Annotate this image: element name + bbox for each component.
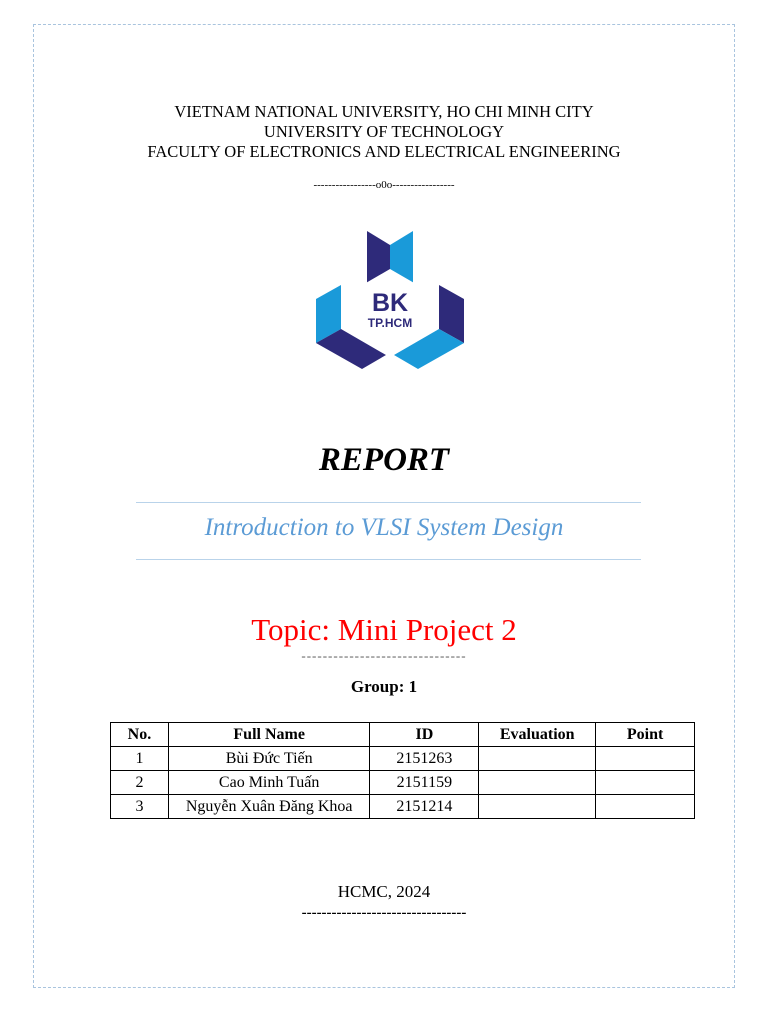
cell-no: 2	[111, 771, 169, 795]
cell-no: 3	[111, 795, 169, 819]
course-name: Introduction to VLSI System Design	[204, 514, 564, 541]
group-label: Group: 1	[350, 677, 418, 696]
rule-top	[136, 502, 641, 503]
col-header-no: No.	[111, 723, 169, 747]
header-line-1: VIETNAM NATIONAL UNIVERSITY, HO CHI MINH CITY	[174, 102, 594, 121]
col-header-full-name: Full Name	[168, 723, 370, 747]
cell-full-name: Cao Minh Tuấn	[168, 771, 370, 795]
topic-underline: -------------------------------	[301, 648, 467, 663]
university-header	[0, 102, 768, 162]
cell-full-name: Bùi Đức Tiến	[168, 747, 370, 771]
logo-text-main: BK	[371, 289, 409, 317]
members-table	[110, 722, 695, 819]
cell-evaluation	[479, 795, 596, 819]
cell-id: 2151214	[370, 795, 479, 819]
rule-bottom	[136, 559, 641, 560]
cell-point	[596, 747, 695, 771]
table-row	[111, 747, 695, 771]
col-header-evaluation: Evaluation	[479, 723, 596, 747]
report-title: REPORT	[318, 442, 450, 478]
topic-title: Topic: Mini Project 2	[251, 612, 517, 647]
bk-university-logo	[316, 231, 464, 369]
table-header-row	[111, 723, 695, 747]
cell-no: 1	[111, 747, 169, 771]
table-row	[111, 795, 695, 819]
logo-text-sub: TP.HCM	[367, 316, 413, 330]
header-line-2: UNIVERSITY OF TECHNOLOGY	[263, 122, 505, 141]
footer-underline: ---------------------------------	[301, 905, 467, 921]
cell-evaluation	[479, 747, 596, 771]
cell-id: 2151159	[370, 771, 479, 795]
cell-id: 2151263	[370, 747, 479, 771]
page-border	[33, 24, 735, 988]
cell-point	[596, 795, 695, 819]
cell-point	[596, 771, 695, 795]
ornament-divider: -----------------o0o-----------------	[313, 179, 455, 191]
header-line-3: FACULTY OF ELECTRONICS AND ELECTRICAL ENGINEERING	[147, 142, 621, 161]
col-header-id: ID	[370, 723, 479, 747]
col-header-point: Point	[596, 723, 695, 747]
cell-full-name: Nguyễn Xuân Đăng Khoa	[168, 795, 370, 819]
place-and-date: HCMC, 2024	[337, 882, 431, 901]
table-row	[111, 771, 695, 795]
cell-evaluation	[479, 771, 596, 795]
